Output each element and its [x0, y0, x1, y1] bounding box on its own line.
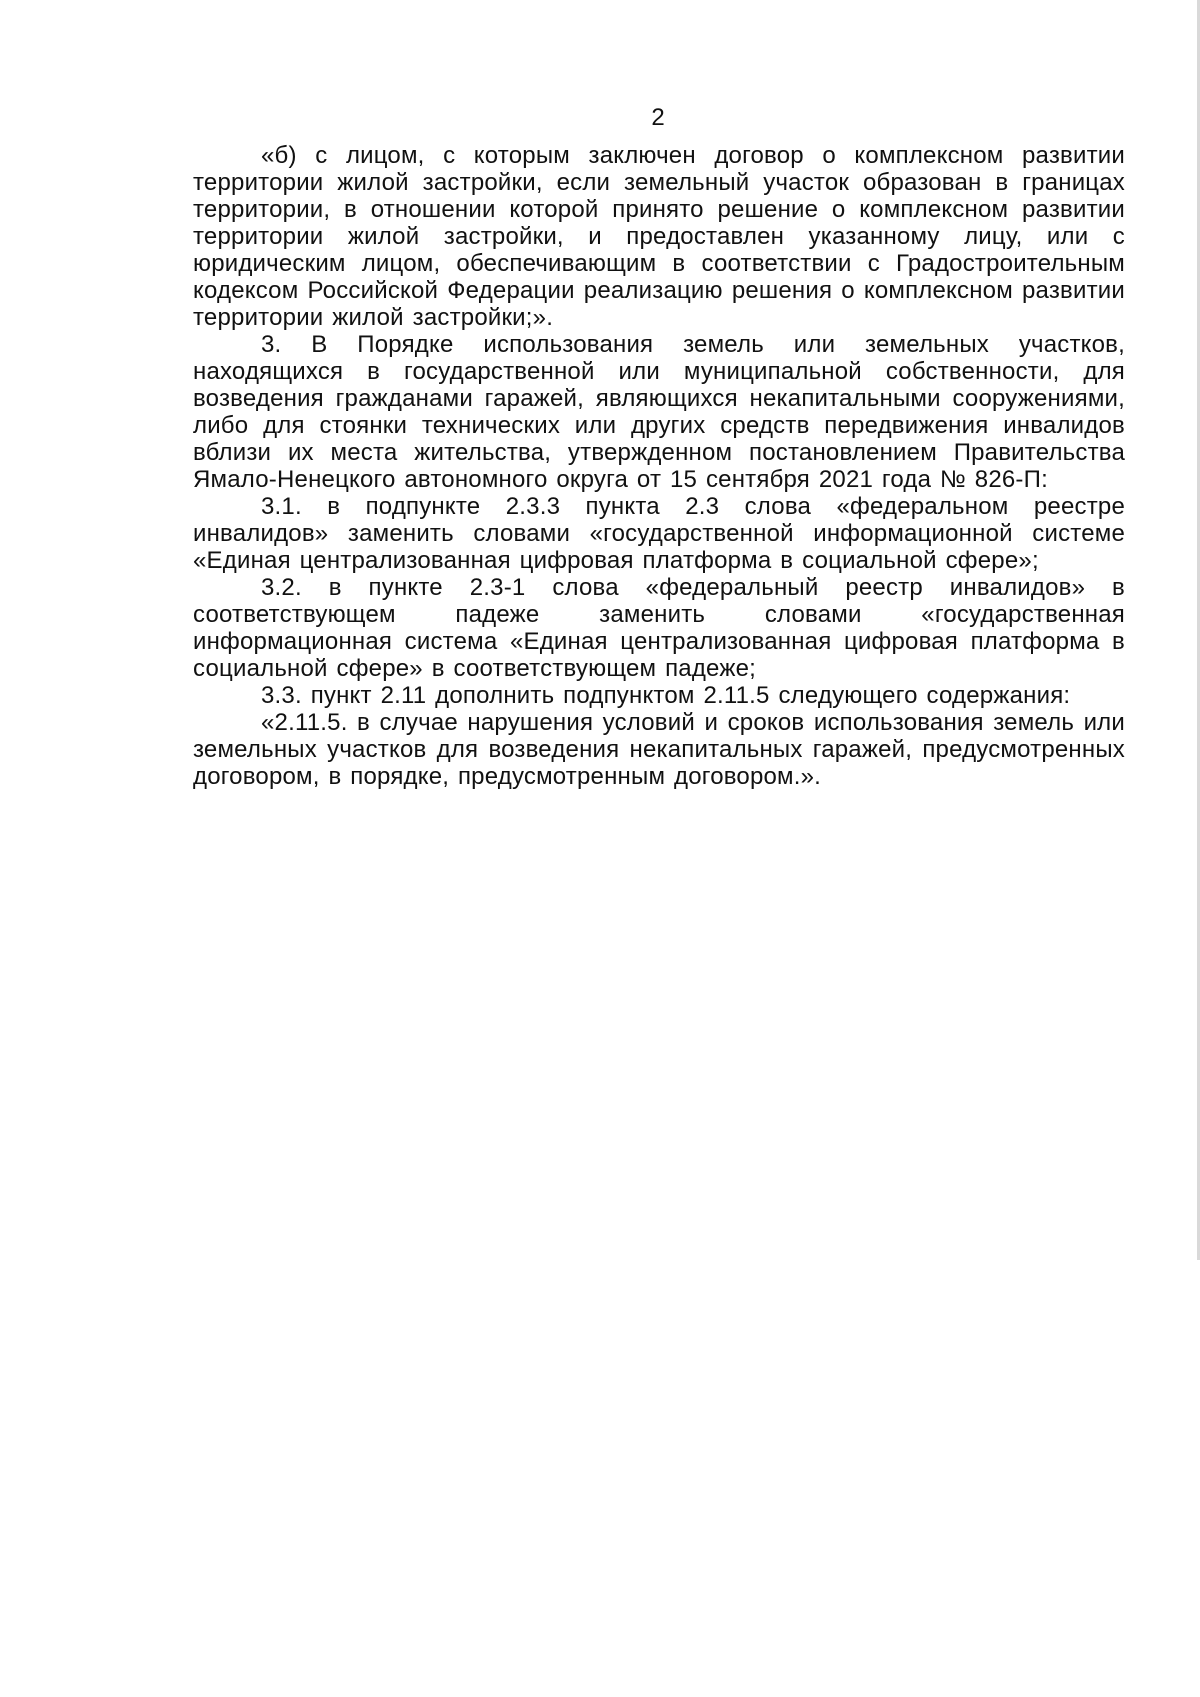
- paragraph-3-1: 3.1. в подпункте 2.3.3 пункта 2.3 слова «федеральном реестре инвалидов» заменить словами «государственной информационной системе «Единая централизованная цифровая платформа в социальной сфере»;: [193, 493, 1125, 574]
- page-number: 2: [651, 104, 665, 131]
- paragraph-2-11-5: «2.11.5. в случае нарушения условий и сроков использования земель или земельных участков для возведения некапитальных гаражей, предусмотренных договором, в порядке, предусмотренным договором.».: [193, 709, 1125, 790]
- paragraph-3-3: 3.3. пункт 2.11 дополнить подпунктом 2.11.5 следующего содержания:: [261, 682, 1071, 709]
- paragraph-3-2: 3.2. в пункте 2.3-1 слова «федеральный реестр инвалидов» в соответствующем падеже заменить словами «государственная информационная система «Единая централизованная цифровая платформа в социальной сфере» в соответствующем падеже;: [193, 574, 1125, 682]
- paragraph-b-subclause: «б) с лицом, с которым заключен договор о комплексном развитии территории жилой застройки, если земельный участок образован в границах территории, в отношении которой принято решение о комплексном развитии территории жилой застройки, и предоставлен указанному лицу, или с юридическим лицом, обеспечивающим в соответствии с Градостроительным кодексом Российской Федерации реализацию решения о комплексном развитии территории жилой застройки;».: [193, 142, 1125, 331]
- paragraph-3: 3. В Порядке использования земель или земельных участков, находящихся в государственной или муниципальной собственности, для возведения гражданами гаражей, являющихся некапитальными сооружениями, либо для стоянки технических или других средств передвижения инвалидов вблизи их места жительства, утвержденном постановлением Правительства Ямало-Ненецкого автономного округа от 15 сентября 2021 года № 826-П:: [193, 331, 1125, 493]
- document-body: [193, 142, 1125, 790]
